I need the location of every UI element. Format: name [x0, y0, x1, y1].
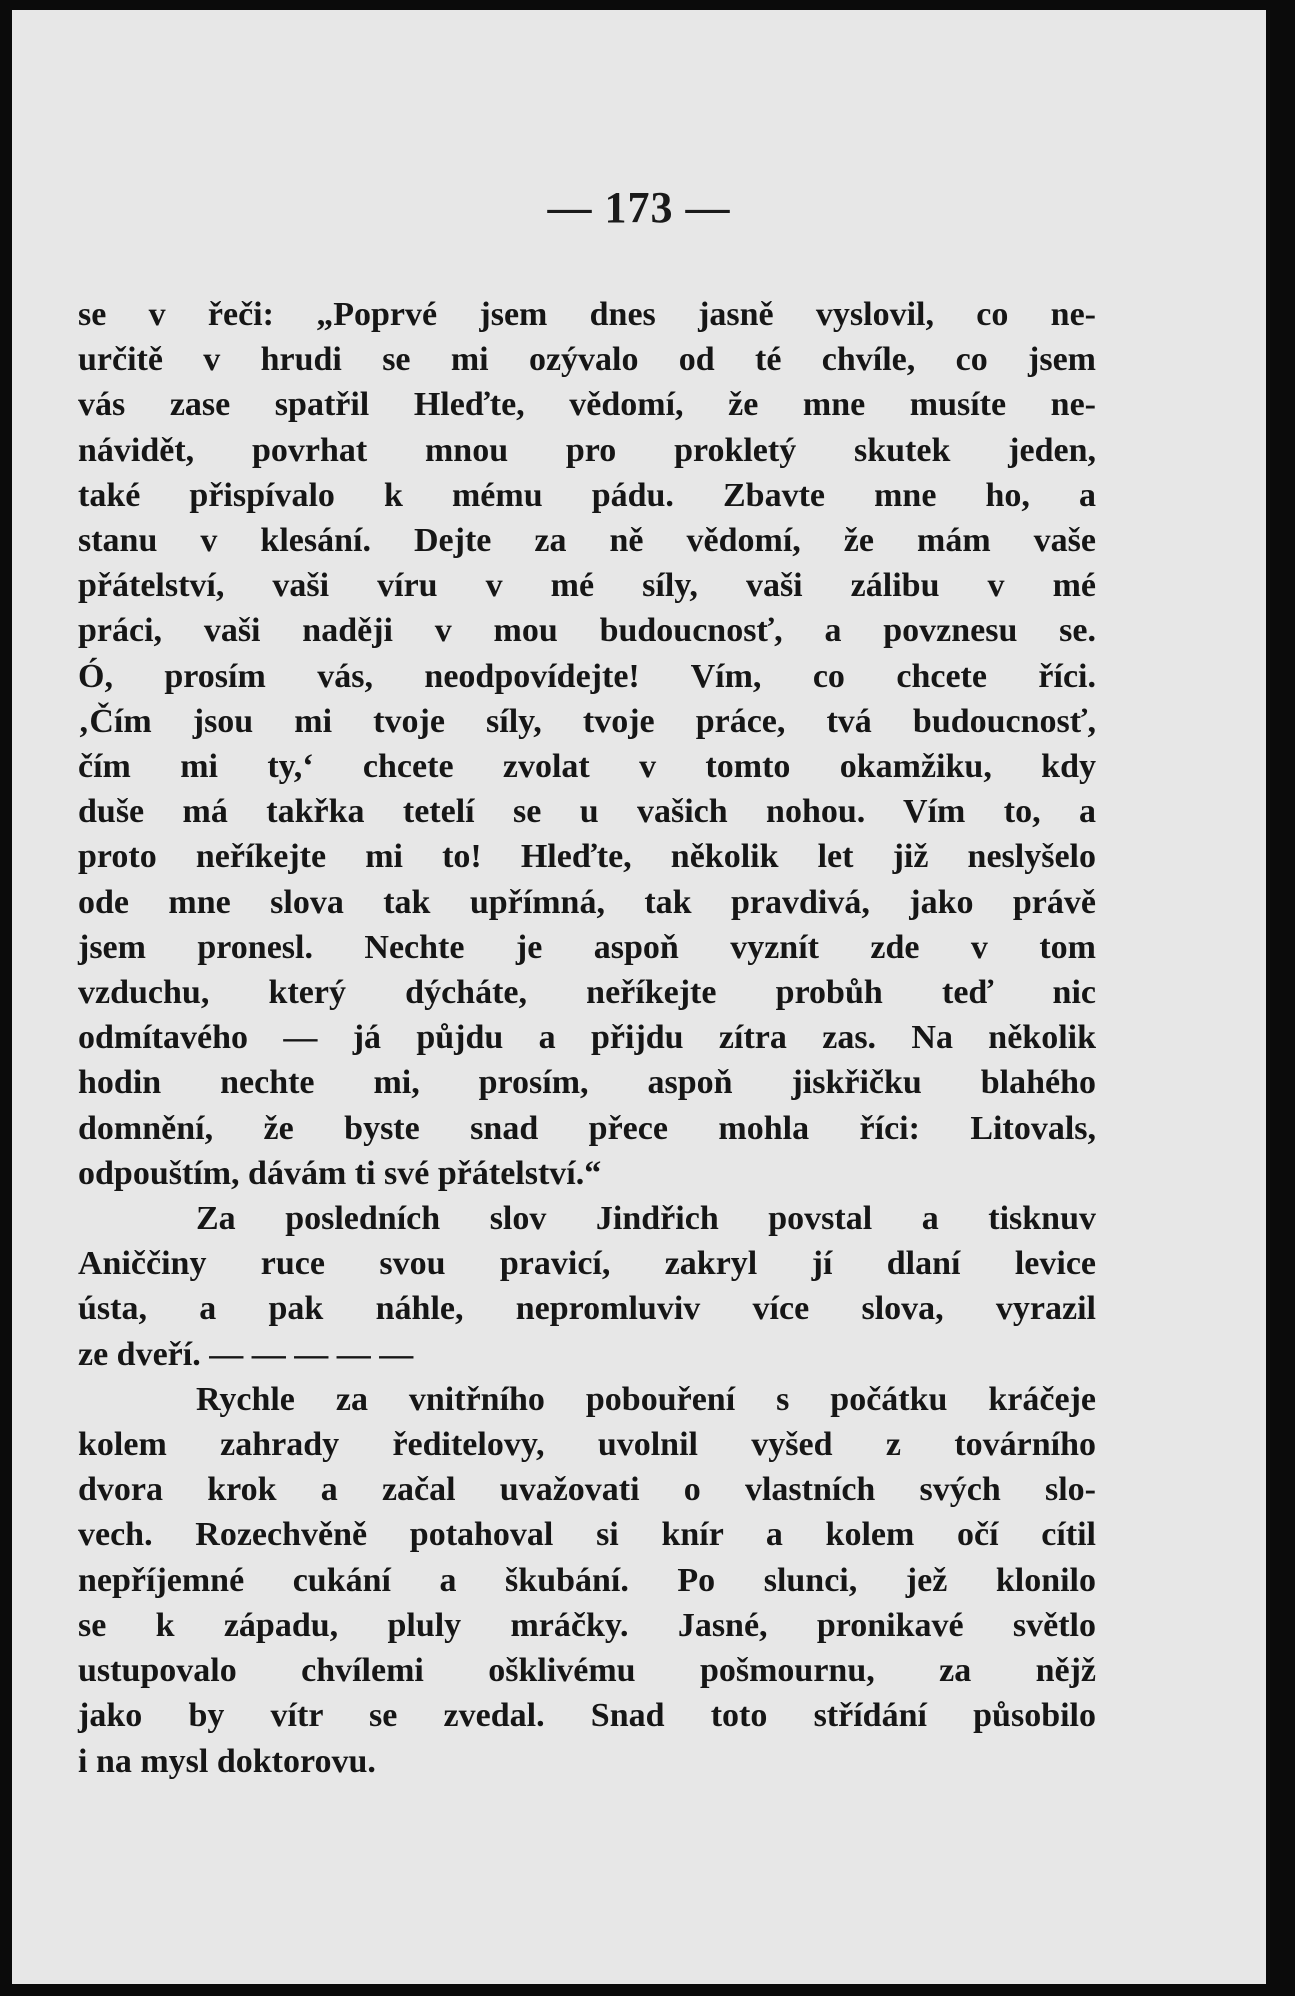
text-line: ústa, a pak náhle, nepromluviv více slova, vyrazil [78, 1290, 1096, 1328]
text-line: přátelství, vaši víru v mé síly, vaši zálibu v mé [78, 567, 1096, 605]
text-line: i na mysl doktorovu. [78, 1742, 376, 1780]
text-line: domnění, že byste snad přece mohla říci: Litovals, [78, 1109, 1096, 1147]
text-line: dvora krok a začal uvažovati o vlastních svých slo- [78, 1471, 1096, 1509]
text-line: jako by vítr se zvedal. Snad toto střídání působilo [78, 1697, 1096, 1735]
page-number: — 173 — [547, 183, 731, 232]
text-line: vzduchu, který dýcháte, neříkejte probůh teď nic [78, 974, 1096, 1012]
text-line: Za posledních slov Jindřich povstal a tisknuv [196, 1200, 1096, 1238]
text-line: vás zase spatřil Hleďte, vědomí, že mne musíte ne- [78, 386, 1096, 424]
text-line: odmítavého — já půjdu a přijdu zítra zas. Na několik [78, 1019, 1096, 1057]
text-line: jsem pronesl. Nechte je aspoň vyznít zde v tom [78, 928, 1096, 966]
text-line: Aniččiny ruce svou pravicí, zakryl jí dlaní levice [78, 1245, 1096, 1283]
text-line: vech. Rozechvěně potahoval si knír a kolem očí cítil [78, 1516, 1096, 1554]
text-line: také přispívalo k mému pádu. Zbavte mne ho, a [78, 476, 1096, 514]
text-line: nepříjemné cukání a škubání. Po slunci, jež klonilo [78, 1561, 1096, 1599]
text-line: ode mne slova tak upřímná, tak pravdivá, jako právě [78, 883, 1096, 921]
text-line: práci, vaši naději v mou budoucnosť, a povznesu se. [78, 612, 1096, 650]
body-text [78, 292, 1096, 1784]
text-line: kolem zahrady ředitelovy, uvolnil vyšed z továrního [78, 1426, 1096, 1464]
text-line: stanu v klesání. Dejte za ně vědomí, že mám vaše [78, 522, 1096, 560]
text-line: se k západu, pluly mráčky. Jasné, pronikavé světlo [78, 1606, 1096, 1644]
text-line: Ó, prosím vás, neodpovídejte! Vím, co chcete říci. [78, 657, 1096, 695]
text-line: hodin nechte mi, prosím, aspoň jiskřičku blahého [78, 1064, 1096, 1102]
text-line: čím mi ty,‘ chcete zvolat v tomto okamžiku, kdy [78, 748, 1096, 786]
text-line: se v řeči: „Poprvé jsem dnes jasně vyslovil, co ne- [78, 296, 1096, 333]
text-line: odpouštím, dávám ti své přátelství.“ [78, 1154, 602, 1192]
text-line: návidět, povrhat mnou pro prokletý skutek jeden, [78, 431, 1096, 469]
text-line: ‚Čím jsou mi tvoje síly, tvoje práce, tvá budoucnosť, [78, 702, 1096, 740]
book-page [12, 10, 1266, 1984]
text-line: duše má takřka tetelí se u vašich nohou. Vím to, a [78, 793, 1096, 831]
text-line: Rychle za vnitřního pobouření s počátku kráčeje [196, 1380, 1096, 1418]
text-line: proto neříkejte mi to! Hleďte, několik let již neslyšelo [78, 838, 1096, 876]
text-line: ustupovalo chvílemi ošklivému pošmournu, za nějž [78, 1652, 1096, 1690]
text-line: ze dveří. — — — — — [78, 1335, 414, 1373]
text-line: určitě v hrudi se mi ozývalo od té chvíle, co jsem [78, 341, 1096, 379]
